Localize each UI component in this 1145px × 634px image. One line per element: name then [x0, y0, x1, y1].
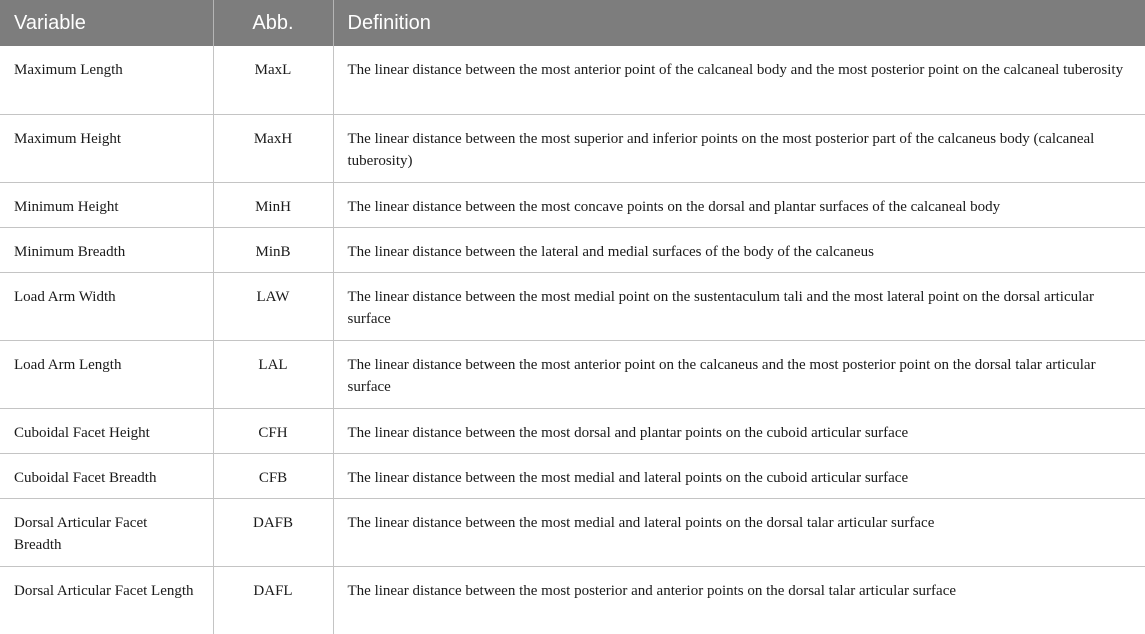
definition-cell: The linear distance between the lateral and medial surfaces of the body of the calcaneus [333, 227, 1145, 272]
definition-cell: The linear distance between the most dorsal and plantar points on the cuboid articular surface [333, 408, 1145, 453]
definition-cell: The linear distance between the most anterior point of the calcaneal body and the most posterior point on the calcaneal tuberosity [333, 46, 1145, 114]
table-row [0, 340, 1145, 408]
table-header [0, 0, 1145, 46]
variable-cell: Minimum Breadth [0, 227, 213, 272]
variable-cell: Minimum Height [0, 182, 213, 227]
table-row [0, 114, 1145, 182]
abb-cell: DAFL [213, 566, 333, 634]
definition-cell: The linear distance between the most medial and lateral points on the dorsal talar articular surface [333, 498, 1145, 566]
abb-cell: MaxH [213, 114, 333, 182]
definition-cell: The linear distance between the most medial point on the sustentaculum tali and the most lateral point on the dorsal articular surface [333, 272, 1145, 340]
abb-cell: LAL [213, 340, 333, 408]
table-row [0, 498, 1145, 566]
table-row [0, 408, 1145, 453]
definition-cell: The linear distance between the most anterior point on the calcaneus and the most posterior point on the dorsal talar articular surface [333, 340, 1145, 408]
variable-cell: Cuboidal Facet Breadth [0, 453, 213, 498]
table-row [0, 566, 1145, 634]
table-row [0, 272, 1145, 340]
abb-cell: MaxL [213, 46, 333, 114]
abb-cell: LAW [213, 272, 333, 340]
abb-cell: CFH [213, 408, 333, 453]
variable-cell: Load Arm Width [0, 272, 213, 340]
abb-cell: MinH [213, 182, 333, 227]
header-definition: Definition [347, 11, 431, 34]
abb-cell: MinB [213, 227, 333, 272]
definition-cell: The linear distance between the most medial and lateral points on the cuboid articular surface [333, 453, 1145, 498]
table-row [0, 182, 1145, 227]
variable-cell: Cuboidal Facet Height [0, 408, 213, 453]
variable-cell: Load Arm Length [0, 340, 213, 408]
abb-cell: CFB [213, 453, 333, 498]
table-row [0, 46, 1145, 114]
variable-cell: Dorsal Articular Facet Breadth [0, 498, 213, 566]
table-row [0, 227, 1145, 272]
header-variable: Variable [0, 0, 213, 46]
definition-cell: The linear distance between the most posterior and anterior points on the dorsal talar articular surface [347, 582, 957, 599]
variable-cell: Dorsal Articular Facet Length [0, 566, 213, 634]
definition-cell: The linear distance between the most concave points on the dorsal and plantar surfaces of the calcaneal body [333, 182, 1145, 227]
header-abb: Abb. [213, 0, 333, 46]
definition-cell: The linear distance between the most superior and inferior points on the most posterior part of the calcaneus body (calcaneal tuberosity) [333, 114, 1145, 182]
table-body [0, 46, 1145, 634]
abb-cell: DAFB [213, 498, 333, 566]
variable-cell: Maximum Height [0, 114, 213, 182]
header-row [0, 0, 1145, 46]
variable-cell: Maximum Length [0, 46, 213, 114]
table-row [0, 453, 1145, 498]
